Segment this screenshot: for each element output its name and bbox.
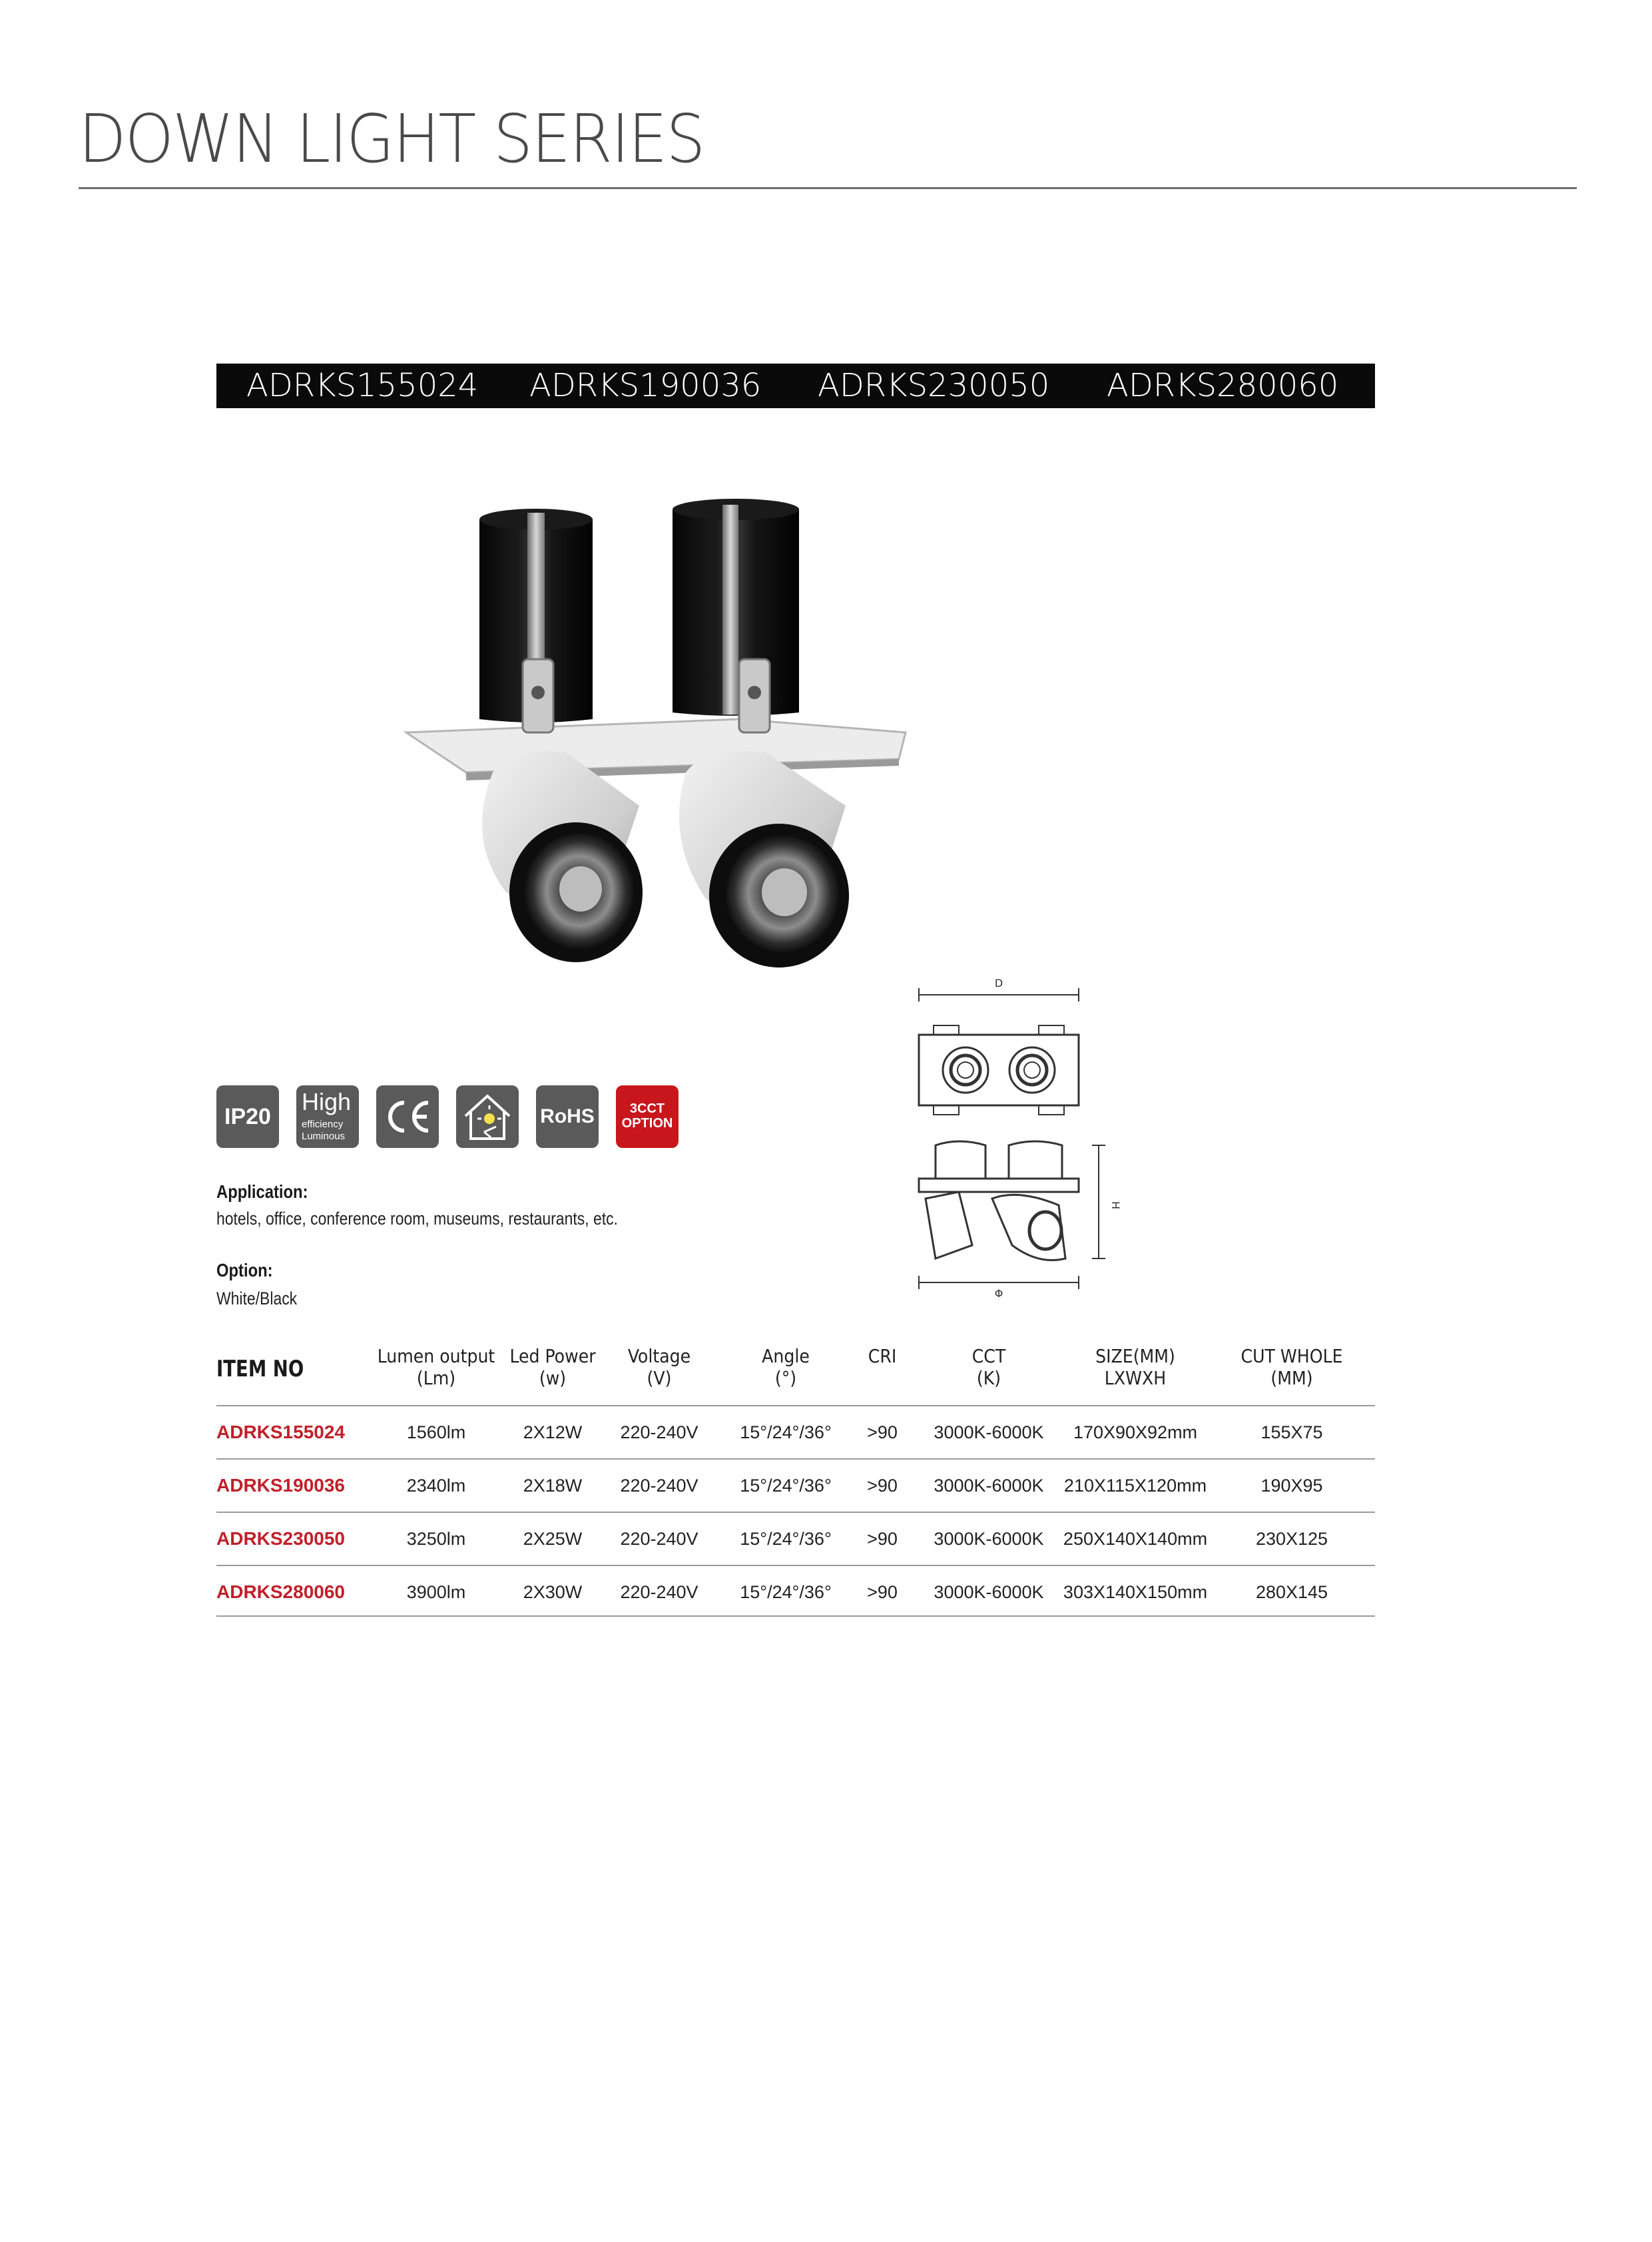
- 3cct-label: 3CCT: [629, 1101, 665, 1116]
- efficiency-label: efficiency: [302, 1119, 344, 1130]
- page-title: DOWN LIGHT SERIES: [79, 100, 704, 178]
- cell-cri: >90: [867, 1476, 898, 1496]
- cell-cut: 280X145: [1255, 1582, 1328, 1602]
- cell-cct: 3000K-6000K: [934, 1529, 1044, 1549]
- title-divider: [79, 187, 1577, 189]
- cell-item: ADRKS155024: [216, 1422, 345, 1442]
- cell-lumen: 3900lm: [406, 1582, 466, 1602]
- header-cut-whole: CUT WHOLE (MM): [1240, 1345, 1343, 1389]
- cell-cri: >90: [867, 1422, 898, 1442]
- model-number-bar: [216, 364, 1375, 408]
- cell-angle: 15°/24°/36°: [740, 1529, 832, 1549]
- table-row: [216, 1460, 1375, 1513]
- option-text: White/Black: [216, 1288, 298, 1308]
- luminous-label: Luminous: [302, 1131, 346, 1142]
- cell-voltage: 220-240V: [620, 1582, 698, 1602]
- ip20-label: IP20: [224, 1104, 271, 1129]
- cell-cct: 3000K-6000K: [934, 1422, 1044, 1442]
- model-label: ADRKS230050: [818, 367, 1050, 404]
- cell-voltage: 220-240V: [620, 1529, 698, 1549]
- cell-power: 2X12W: [523, 1422, 583, 1442]
- high-efficiency-badge: [296, 1085, 359, 1148]
- cell-size: 250X140X140mm: [1063, 1529, 1208, 1549]
- cell-power: 2X25W: [523, 1529, 583, 1549]
- header-angle: Angle (°): [762, 1345, 810, 1389]
- cell-cut: 230X125: [1255, 1529, 1328, 1549]
- high-label: High: [302, 1088, 352, 1115]
- cell-item: ADRKS280060: [216, 1581, 345, 1602]
- header-item-no: ITEM NO: [216, 1356, 304, 1382]
- dimension-drawing: [886, 979, 1139, 1298]
- cell-voltage: 220-240V: [620, 1476, 698, 1496]
- cell-item: ADRKS190036: [216, 1475, 345, 1496]
- cell-angle: 15°/24°/36°: [740, 1476, 832, 1496]
- header-cri: CRI: [868, 1345, 897, 1367]
- 3cct-option-badge: [616, 1085, 679, 1148]
- cell-item: ADRKS230050: [216, 1528, 345, 1549]
- header-voltage: Voltage (V): [627, 1345, 691, 1389]
- cell-lumen: 3250lm: [406, 1529, 466, 1549]
- cell-power: 2X18W: [523, 1476, 583, 1496]
- dimension-d-label: D: [994, 979, 1003, 989]
- spec-table: [216, 1338, 1375, 1617]
- header-size: SIZE(MM) LXWXH: [1095, 1345, 1175, 1389]
- ce-mark-icon: [376, 1085, 439, 1148]
- cell-cut: 155X75: [1260, 1422, 1323, 1442]
- model-label: ADRKS155024: [246, 367, 479, 404]
- house-lamp-icon: [456, 1085, 519, 1148]
- cell-angle: 15°/24°/36°: [740, 1582, 832, 1602]
- model-label: ADRKS190036: [529, 367, 762, 404]
- header-lumen: Lumen output (Lm): [377, 1345, 495, 1389]
- application-text: hotels, office, conference room, museums, restaurants, etc.: [216, 1209, 618, 1229]
- table-header: [216, 1338, 1375, 1406]
- ce-badge: [376, 1085, 439, 1148]
- cell-lumen: 1560lm: [406, 1422, 466, 1442]
- dimension-phi-label: Φ: [994, 1287, 1003, 1298]
- option-label: OPTION: [621, 1116, 673, 1131]
- table-row: [216, 1513, 1375, 1566]
- cell-cri: >90: [867, 1582, 898, 1602]
- cell-voltage: 220-240V: [620, 1422, 698, 1442]
- dimension-h-label: H: [1109, 1201, 1122, 1210]
- indoor-use-badge: [456, 1085, 519, 1148]
- cell-lumen: 2340lm: [406, 1476, 466, 1496]
- cell-size: 210X115X120mm: [1063, 1476, 1207, 1496]
- cell-cct: 3000K-6000K: [934, 1582, 1044, 1602]
- cell-cct: 3000K-6000K: [934, 1476, 1044, 1496]
- header-power: Led Power (w): [509, 1345, 596, 1389]
- table-row: [216, 1566, 1375, 1617]
- cell-angle: 15°/24°/36°: [740, 1422, 832, 1442]
- cell-cut: 190X95: [1260, 1476, 1323, 1496]
- cell-size: 170X90X92mm: [1073, 1422, 1198, 1442]
- cell-power: 2X30W: [523, 1582, 583, 1602]
- rohs-badge: [536, 1085, 599, 1148]
- product-photo: [393, 493, 939, 972]
- ip20-badge: [216, 1085, 279, 1148]
- model-label: ADRKS280060: [1107, 367, 1339, 404]
- cell-cri: >90: [867, 1529, 898, 1549]
- rohs-label: RoHS: [540, 1105, 595, 1127]
- application-heading: Application:: [216, 1181, 308, 1202]
- header-cct: CCT (K): [971, 1345, 1006, 1389]
- option-heading: Option:: [216, 1260, 273, 1280]
- table-row: [216, 1406, 1375, 1460]
- cell-size: 303X140X150mm: [1063, 1582, 1208, 1602]
